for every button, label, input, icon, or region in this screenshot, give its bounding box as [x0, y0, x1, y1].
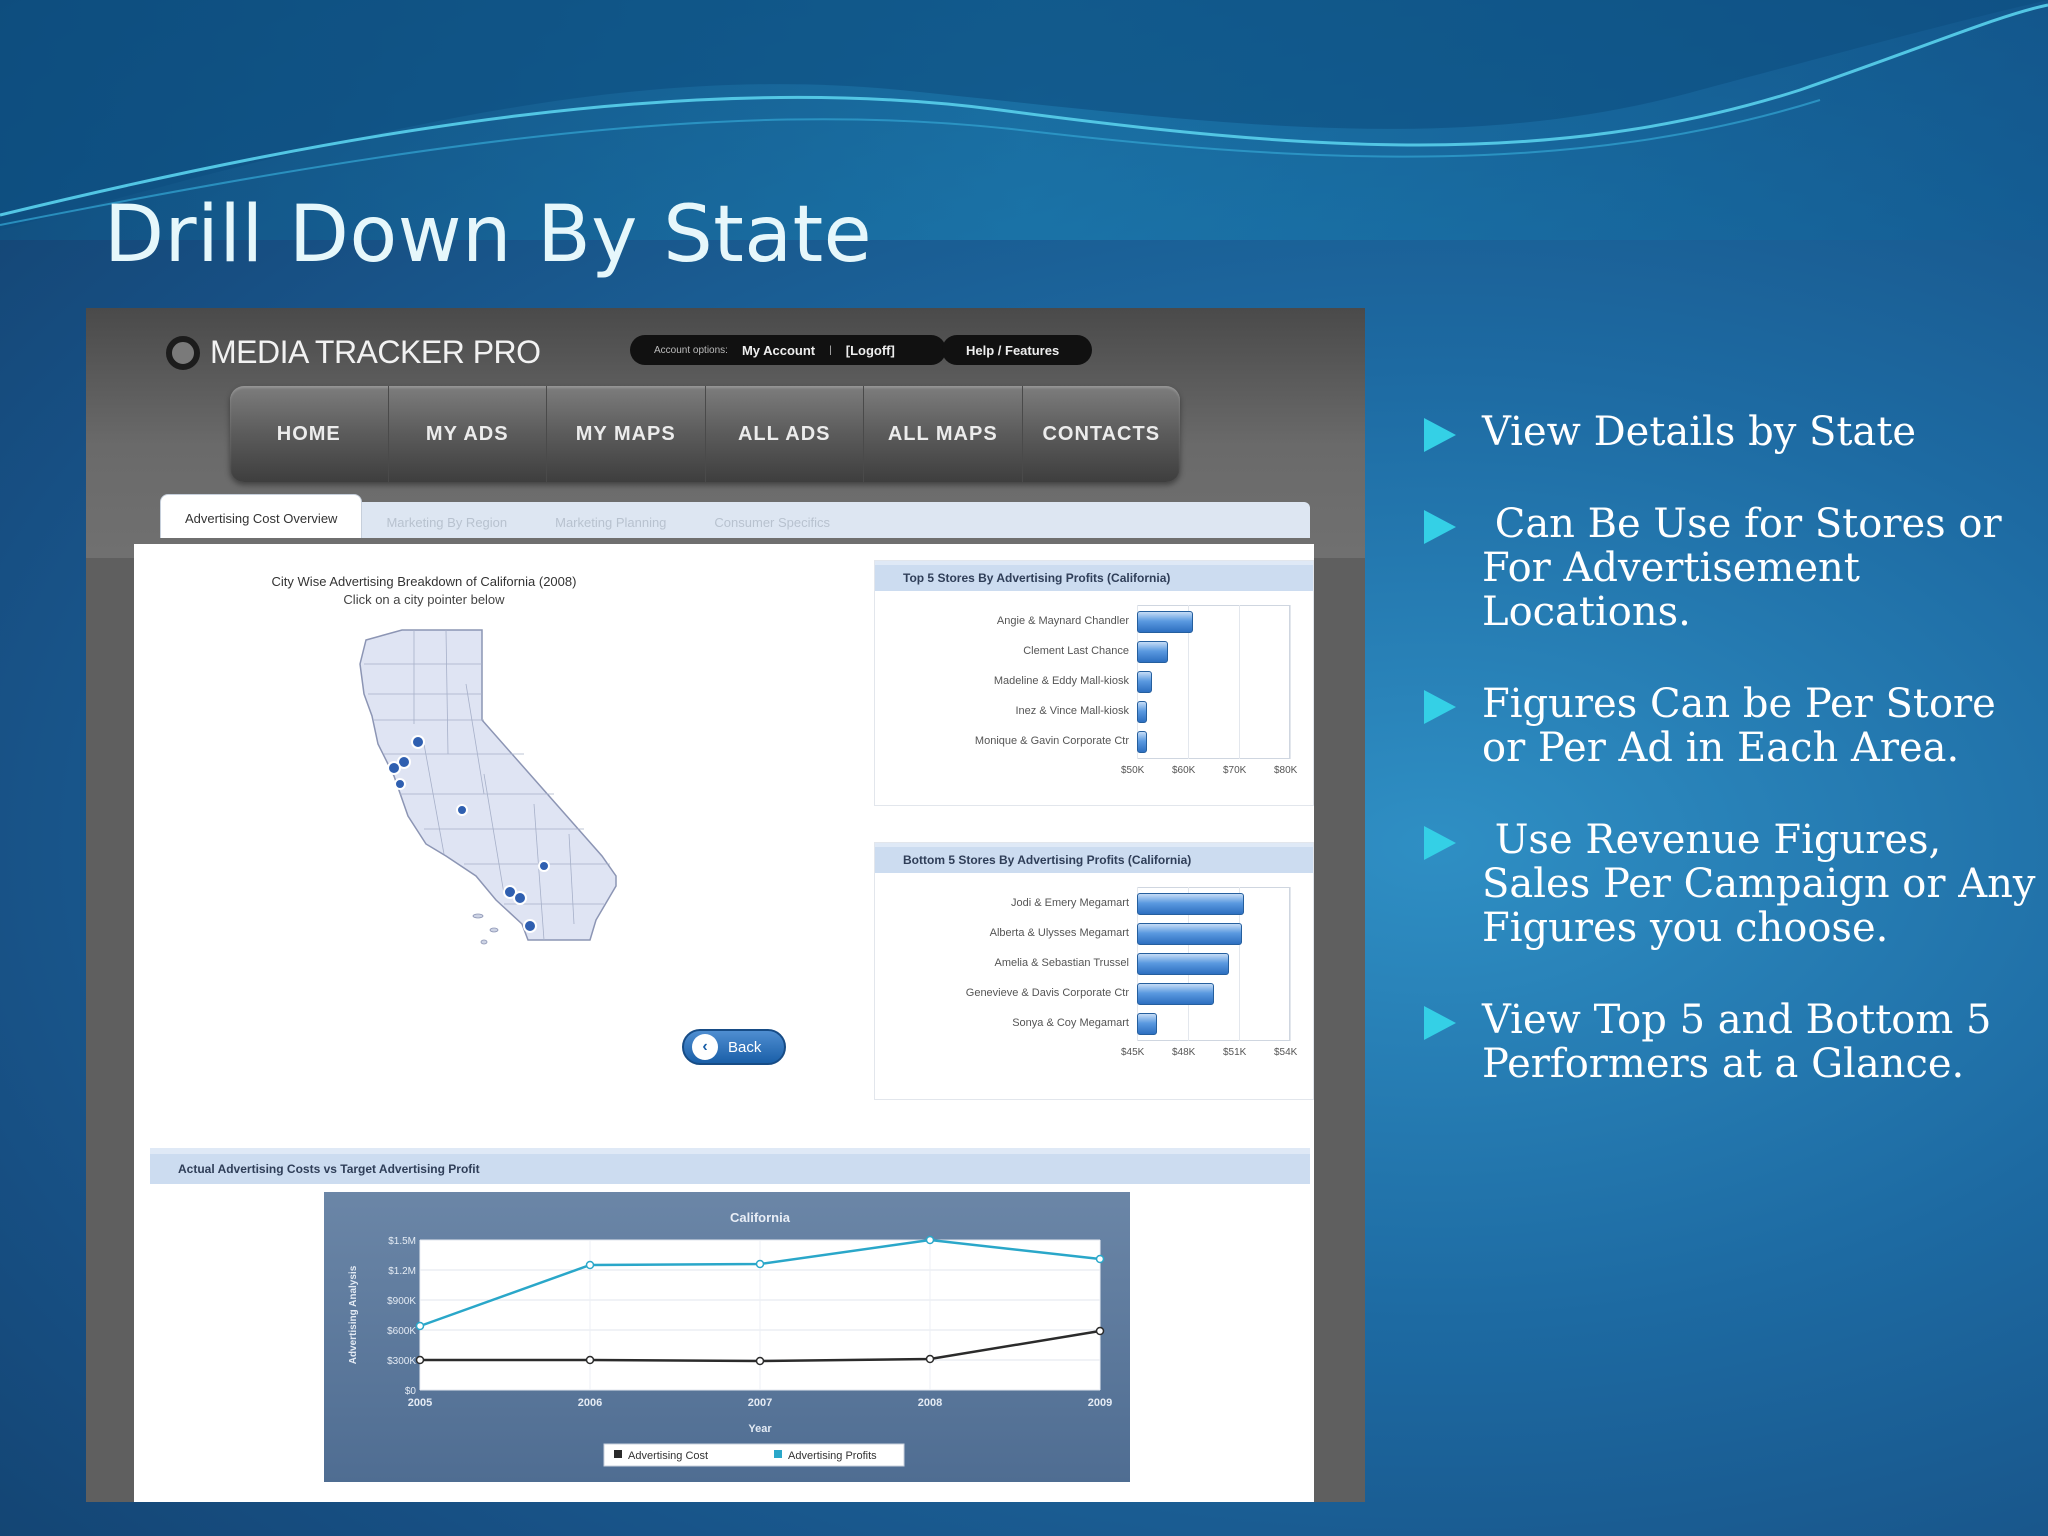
app-logo[interactable] [166, 334, 541, 371]
x-tick-label: $45K [1121, 1047, 1145, 1058]
data-point [587, 1357, 594, 1364]
legend-swatch [774, 1450, 782, 1458]
triangle-bullet-icon [1424, 1006, 1456, 1040]
y-tick-label: $1.2M [388, 1266, 416, 1277]
bar [1137, 641, 1168, 663]
tab-advertising-cost-overview[interactable]: Advertising Cost Overview [160, 494, 362, 538]
bar-label: Clement Last Chance [1023, 645, 1129, 657]
triangle-bullet-icon [1424, 510, 1456, 544]
nav-my-ads[interactable]: MY ADS [389, 386, 548, 482]
california-map[interactable] [334, 624, 674, 954]
triangle-bullet-icon [1424, 826, 1456, 860]
x-tick-label: $80K [1274, 765, 1298, 776]
x-tick-label: 2005 [407, 1397, 433, 1409]
nav-all-ads[interactable]: ALL ADS [706, 386, 865, 482]
y-tick-label: $1.5M [388, 1236, 416, 1247]
logout-link[interactable]: [Logoff] [845, 342, 895, 358]
data-point [757, 1358, 764, 1365]
x-tick-label: 2007 [747, 1397, 773, 1409]
bar [1137, 731, 1147, 753]
bullet-item: Use Revenue Figures, Sales Per Campaign or Any Figures you choose. [1420, 818, 2040, 950]
y-tick-label: $0 [404, 1386, 416, 1397]
top-5-panel [874, 560, 1314, 806]
bar [1137, 671, 1152, 693]
city-pointer [388, 762, 400, 774]
bottom-5-title: Bottom 5 Stores By Advertising Profits (California) [875, 843, 1313, 873]
y-tick-label: $600K [387, 1326, 416, 1337]
bar-label: Monique & Gavin Corporate Ctr [974, 735, 1129, 747]
bar-label: Amelia & Sebastian Trussel [994, 957, 1129, 969]
my-account-link[interactable]: My Account [741, 342, 816, 358]
nav-home[interactable]: HOME [230, 386, 389, 482]
city-pointer [457, 805, 467, 815]
main-nav [230, 386, 1180, 482]
legend-swatch [614, 1450, 622, 1458]
data-point [417, 1323, 424, 1330]
data-point [587, 1262, 594, 1269]
x-axis-label: Year [748, 1423, 772, 1435]
legend-label: Advertising Cost [628, 1450, 709, 1462]
tab-bar [160, 502, 1310, 538]
x-tick-label: 2006 [577, 1397, 603, 1409]
tab-marketing-by-region[interactable]: Marketing By Region [386, 515, 508, 530]
data-point [757, 1261, 764, 1268]
bar [1137, 923, 1242, 945]
y-tick-label: $300K [387, 1356, 416, 1367]
bullet-list [1420, 409, 2048, 1134]
city-pointer [514, 892, 526, 904]
triangle-bullet-icon [1424, 690, 1456, 724]
bar [1137, 701, 1147, 723]
tab-marketing-planning[interactable]: Marketing Planning [555, 515, 667, 530]
bar-label: Inez & Vince Mall-kiosk [1015, 705, 1129, 717]
back-button[interactable]: ‹ Back [682, 1029, 786, 1065]
y-axis-label: Advertising Analysis [348, 1265, 359, 1365]
y-tick-label: $900K [387, 1296, 416, 1307]
logo-text: MEDIA TRACKER PRO [210, 334, 541, 370]
line-chart-section-title: Actual Advertising Costs vs Target Advertising Profit [150, 1148, 1310, 1184]
data-point [1097, 1328, 1104, 1335]
bar-label: Jodi & Emery Megamart [1011, 897, 1129, 909]
bar-label: Genevieve & Davis Corporate Ctr [965, 987, 1129, 999]
data-point [1097, 1256, 1104, 1263]
line-chart [324, 1192, 1130, 1482]
bar [1137, 983, 1214, 1005]
x-tick-label: $54K [1274, 1047, 1298, 1058]
top-5-title: Top 5 Stores By Advertising Profits (California) [875, 561, 1313, 591]
bullet-item: Can Be Use for Stores or For Advertisement Locations. [1420, 502, 2040, 634]
x-tick-label: $48K [1172, 1047, 1196, 1058]
bar-label: Madeline & Eddy Mall-kiosk [993, 675, 1129, 687]
back-arrow-icon: ‹ [692, 1034, 718, 1060]
nav-contacts[interactable]: CONTACTS [1042, 423, 1161, 445]
bar [1137, 953, 1229, 975]
bullet-item: View Details by State [1420, 410, 2040, 454]
map-subtitle: Click on a city pointer below [343, 592, 505, 607]
tab-consumer-specifics[interactable]: Consumer Specifics [714, 515, 831, 530]
x-tick-label: $70K [1223, 765, 1247, 776]
slide-title: Drill Down By State [104, 190, 873, 280]
grid-line [1290, 605, 1291, 759]
bottom-5-panel [874, 842, 1314, 1100]
help-features-link[interactable]: Help / Features [942, 335, 1092, 365]
data-point [927, 1356, 934, 1363]
bar [1137, 1013, 1157, 1035]
account-options: Account options: My Account | [Logoff] [630, 335, 946, 365]
logo-icon [166, 336, 200, 370]
x-tick-label: 2008 [917, 1397, 943, 1409]
grid-line [1239, 605, 1240, 759]
city-pointer [539, 861, 549, 871]
nav-all-maps[interactable]: ALL MAPS [864, 386, 1023, 482]
city-pointer [524, 920, 536, 932]
data-point [927, 1237, 934, 1244]
bar [1137, 893, 1244, 915]
data-point [417, 1357, 424, 1364]
map-title: City Wise Advertising Breakdown of California (2008) [271, 574, 577, 589]
bottom-5-bar-chart [875, 873, 1315, 1073]
bar [1137, 611, 1193, 633]
grid-line [1290, 887, 1291, 1041]
x-tick-label: $51K [1223, 1047, 1247, 1058]
nav-my-maps[interactable]: MY MAPS [547, 386, 706, 482]
tab-content [134, 544, 1314, 1502]
triangle-bullet-icon [1424, 418, 1456, 452]
bullet-item: Figures Can be Per Store or Per Ad in Each Area. [1420, 682, 2040, 770]
bullet-item: View Top 5 and Bottom 5 Performers at a Glance. [1420, 998, 2040, 1086]
line-chart-panel [324, 1192, 1130, 1482]
x-tick-label: 2009 [1087, 1397, 1113, 1409]
bar-label: Angie & Maynard Chandler [996, 615, 1129, 627]
city-pointer [395, 779, 405, 789]
x-tick-label: $50K [1121, 765, 1145, 776]
chart-title: California [730, 1210, 790, 1225]
app-screenshot [86, 308, 1365, 1502]
bar-label: Alberta & Ulysses Megamart [989, 927, 1129, 939]
x-tick-label: $60K [1172, 765, 1196, 776]
city-pointer [412, 736, 424, 748]
bar-label: Sonya & Coy Megamart [1012, 1017, 1129, 1029]
top-5-bar-chart [875, 591, 1315, 791]
legend-label: Advertising Profits [788, 1450, 877, 1462]
